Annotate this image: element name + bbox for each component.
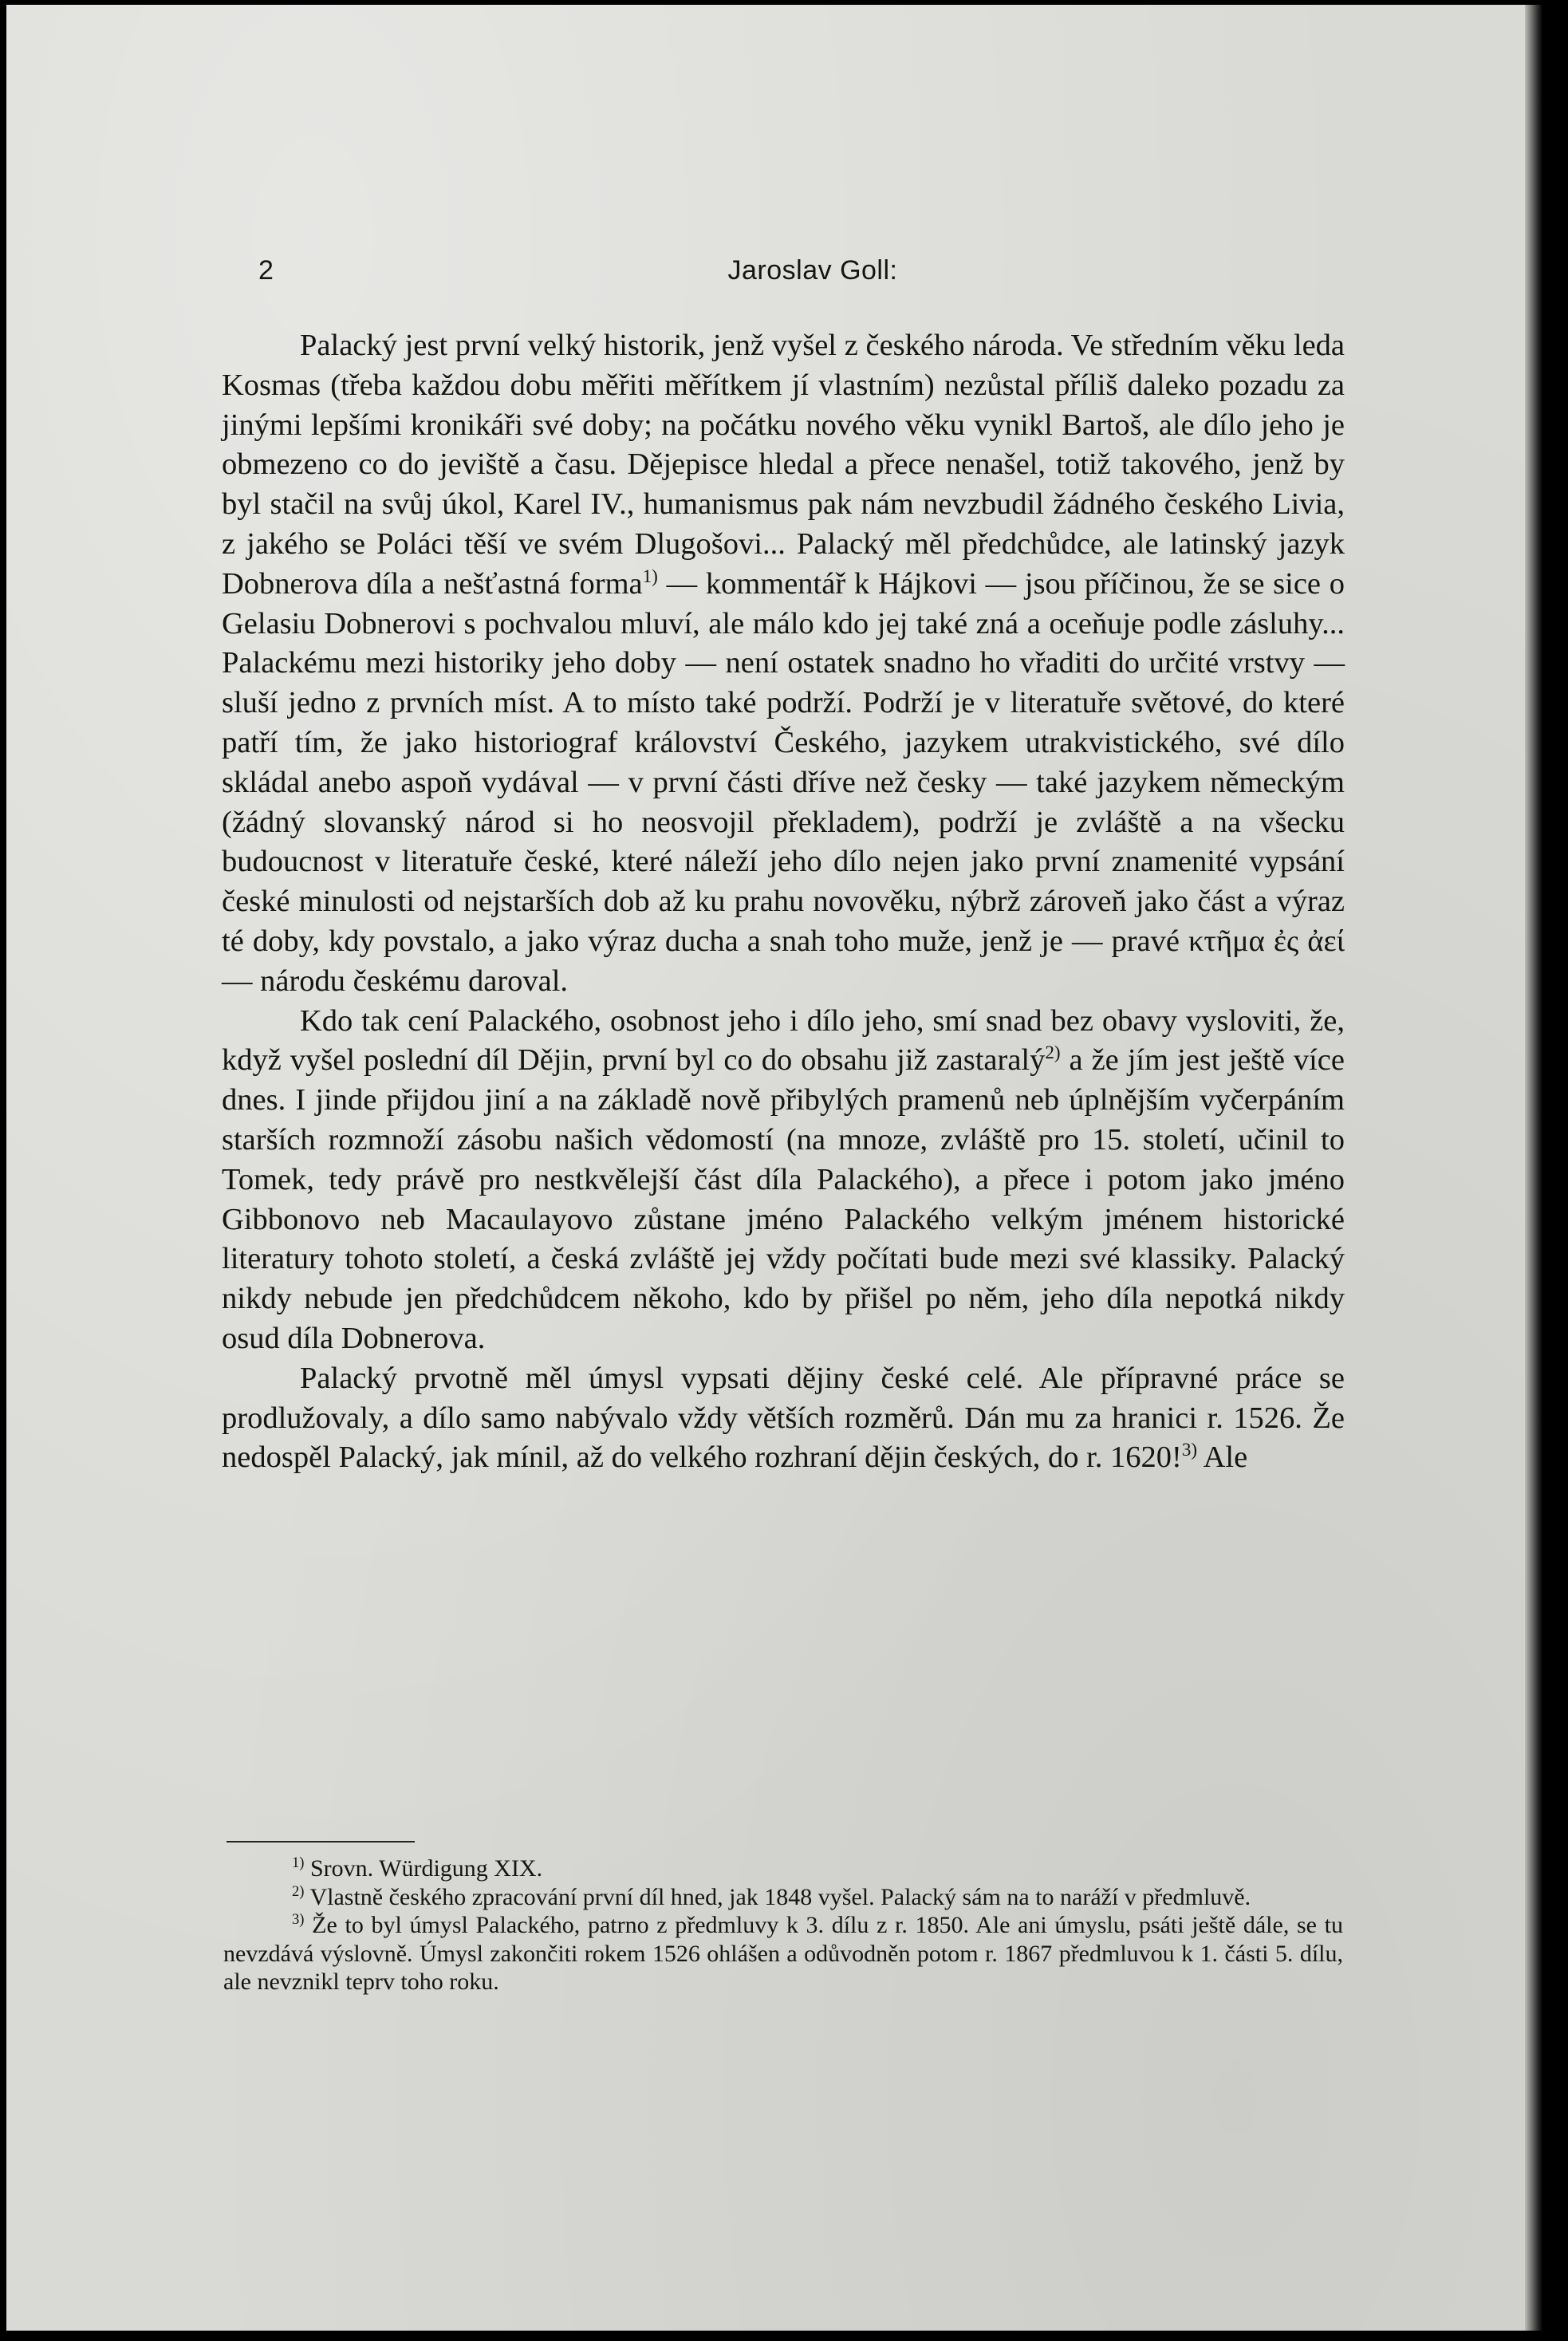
footnote-1-mark: 1)	[292, 1854, 305, 1871]
page-header	[258, 255, 1367, 303]
paragraph-3-tail: Ale	[1197, 1440, 1248, 1475]
footnote-ref-3: 3)	[1181, 1439, 1198, 1460]
body-text	[222, 326, 1345, 1478]
paragraph-2	[222, 1002, 1345, 1359]
footnote-1-text: Srovn. Würdigung XIX.	[304, 1855, 543, 1882]
scanned-page	[6, 5, 1542, 2331]
paragraph-1-text: Palacký jest první velký historik, jenž vyšel z českého národa. Ve středním věku leda Kosmas (třeba každou dobu měřiti měřítkem jí vlastním) nezůstal příliš daleko pozadu za jinými lepšími kronikáři své doby; na počátku nového věku vynikl Bartoš, ale dílo jeho je obmezeno co do jeviště a času. Dějepisce hledal a přece nenašel, totiž takového, jenž by byl stačil na svůj úkol, Karel IV., humanismus pak nám nevzbudil žádného českého Livia, z jakého se Poláci těší ve svém Dlugošovi... Palacký měl předchůdce, ale latinský jazyk Dobnerova díla a nešťastná forma	[222, 329, 1345, 601]
footnote-ref-2: 2)	[1045, 1042, 1061, 1063]
footnote-3	[223, 1911, 1343, 1996]
footnote-2-text: Vlastně českého zpracování první díl hned, jak 1848 vyšel. Palacký sám na to naráží v předmluvě.	[304, 1883, 1251, 1910]
paragraph-2-text: Kdo tak cení Palackého, osobnost jeho i dílo jeho, smí snad bez obavy vysloviti, že, když vyšel poslední díl Dějin, první byl co do obsahu již zastaralý	[222, 1003, 1345, 1078]
page-number: 2	[258, 255, 274, 286]
paragraph-3	[222, 1359, 1345, 1478]
footnote-2	[223, 1883, 1343, 1912]
page-edge-shadow	[1525, 5, 1542, 2331]
footnote-3-mark: 3)	[292, 1911, 305, 1928]
footnotes	[223, 1854, 1343, 1996]
footnote-divider	[227, 1841, 415, 1842]
running-head: Jaroslav Goll:	[727, 255, 898, 286]
footnote-ref-1: 1)	[642, 565, 658, 586]
footnote-3-text: Že to byl úmysl Palackého, patrno z předmluvy k 3. dílu z r. 1850. Ale ani úmyslu, psáti ještě dále, se tu nevzdává výslovně. Úmysl zakončiti rokem 1526 ohlášen a odůvodněn potom r. 1867 předmluvou k 1. části 5. dílu, ale nevznikl teprv toho roku.	[223, 1912, 1343, 1995]
paragraph-3-text: Palacký prvotně měl úmysl vypsati dějiny české celé. Ale přípravné práce se prodlužovaly, a dílo samo nabývalo vždy větších rozměrů. Dán mu za hranici r. 1526. Že nedospěl Palacký, jak mínil, až do velkého rozhraní dějin českých, do r. 1620!	[222, 1361, 1345, 1475]
footnote-2-mark: 2)	[292, 1882, 305, 1900]
footnote-1	[223, 1854, 1343, 1883]
paragraph-1	[222, 326, 1345, 1002]
paragraph-1-tail: — kommentář k Hájkovi — jsou příčinou, že se sice o Gelasiu Dobnerovi s pochvalou mluví, ale málo kdo jej také zná a oceňuje podle zásluhy... Palackému mezi historiky jeho doby — není ostatek snadno ho vřaditi do určité vrstvy — sluší jedno z prvních míst. A to místo také podrží. Podrží je v literatuře světové, do které patří tím, že jako historiograf království Českého, jazykem utrakvistického, své dílo skládal anebo aspoň vydával — v první části dříve než česky — také jazykem německým (žádný slovanský národ si ho neosvojil překladem), podrží je zvláště a na všecku budoucnost v literatuře české, které náleží jeho dílo nejen jako první znamenité vypsání české minulosti od nejstarších dob až ku prahu novověku, nýbrž zároveň jako část a výraz té doby, kdy povstalo, a jako výraz ducha a snah toho muže, jenž je — pravé κτῆμα ἐς ἀεί — národu českému daroval.	[222, 566, 1345, 998]
paragraph-2-tail: a že jím jest ještě více dnes. I jinde přijdou jiní a na základě nově přibylých pramenů neb úplnějším vyčerpáním starších rozmnoží zásobu našich vědomostí (na mnoze, zvláště pro 15. století, učinil to Tomek, tedy právě pro nestkvělejší část díla Palackého), a přece i potom jako jméno Gibbonovo neb Macaulayovo zůstane jméno Palackého velkým jménem historické literatury tohoto století, a česká zvláště jej vždy počítati bude mezi své klassiky. Palacký nikdy nebude jen předchůdcem někoho, kdo by přišel po něm, jeho díla nepotká nikdy osud díla Dobnerova.	[222, 1043, 1345, 1355]
